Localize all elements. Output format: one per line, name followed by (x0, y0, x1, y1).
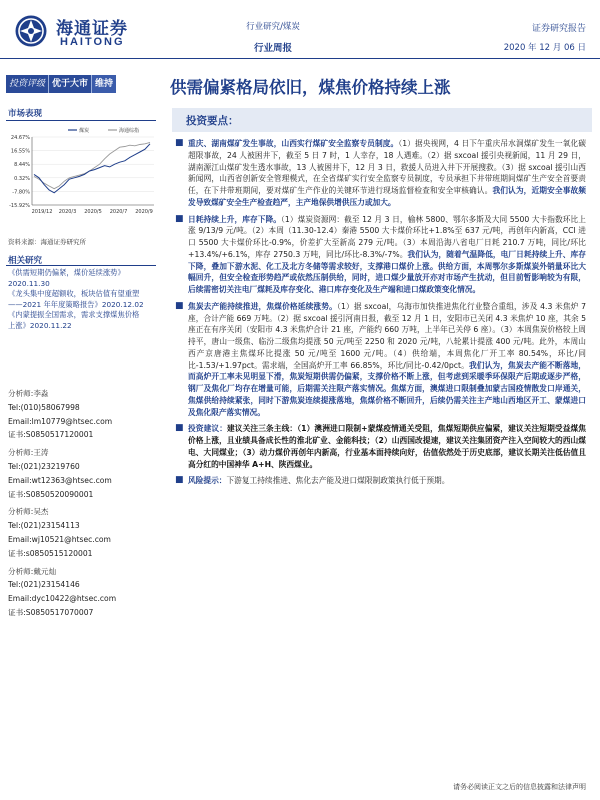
bullet-icon: ■ (175, 138, 184, 148)
report-category: 行业研究/煤炭 (246, 22, 300, 32)
key-point-power-coal (174, 214, 586, 296)
key-point-conclusion: 我们认为，焦炭去产能不断落地，而高炉开工率未见明显下滑，焦炭短期供需仍偏紧，支撑价格不断上涨，但考虑到采暖季环保限产后期或逐步严格，钢厂及焦化厂均存在增量可能，后期需关注限产落实情况。焦煤方面，澳煤进口限制叠加蒙古国疫情散发口岸通关，焦煤供给持续紧张，同时下游焦炭连续提涨落地，焦煤价格不断回升，后续仍需关注主产地山西地区开工、蒙煤进口及焦化限产落实情况。 (188, 360, 586, 417)
market-heading-divider (6, 120, 156, 121)
analyst-card (8, 446, 156, 501)
key-point-body: （1）据央视网，4 日下午重庆吊水洞煤矿发生一氧化碳超限事故，24 人被困井下，截至 5 日 7 时，1 人幸存，18 人遇难。（2）据 sxcoal 援引央视新闻，11 月 29 日，湖南源江山煤矿发生透水事故，13 人被困井下，12 月 3 日，救援人员进入井下开展搜救。（3）据 sxcoal 援引山西新闻网，山西省创新安全管理模式，在全省煤矿实行安全监察专员制度，专员承担下井带班期间煤矿生产安全首要责任，在下井带班期间，要对煤矿生产作业的关键环节进行现场监督检查和安全审核确认。 (188, 139, 586, 195)
report-type: 行业周报 (253, 43, 292, 54)
rating-label: 投资评级 (6, 75, 49, 93)
key-points-header (172, 108, 592, 132)
analyst-phone: Tel:(010)58067998 (8, 402, 80, 412)
key-point-lead: 焦炭去产能持续推进，焦煤价格延续涨势。 (188, 301, 337, 311)
market-performance-heading: 市场表现 (8, 109, 43, 119)
header-divider (0, 58, 600, 59)
bullet-icon: ■ (175, 423, 184, 434)
key-point-risk (174, 475, 586, 487)
chart-x-tick-label: 2020/7 (109, 209, 128, 215)
chart-x-tick-label: 2020/3 (58, 209, 77, 215)
analyst-email[interactable]: Email:wt12363@htsec.com (8, 475, 112, 485)
chart-x-tick-label: 2019/12 (31, 209, 53, 215)
chart-y-tick-label: 0.32% (14, 175, 30, 182)
related-heading-divider (6, 265, 156, 266)
related-item[interactable]: 《龙头集中度超额收，板块估值有望重塑 (8, 289, 140, 299)
chart-y-tick-label: 8.44% (14, 162, 30, 169)
key-point-lead: 日耗持续上升，库存下降。 (188, 214, 282, 224)
haitong-logo (14, 12, 164, 52)
related-item: 2020.11.30 (8, 278, 50, 288)
key-point-lead: 风险提示： (188, 476, 227, 486)
rating-value: 优于大市 (49, 75, 92, 93)
key-point-coke (174, 301, 586, 419)
related-item: ——2021 年年度策略报告》2020.12.02 (8, 299, 144, 309)
analyst-cert: 证书:S0850517120001 (8, 430, 94, 440)
bullet-icon: ■ (175, 475, 184, 486)
bullet-icon: ■ (175, 213, 184, 224)
key-point-investment-advice (174, 423, 586, 470)
analyst-cert: 证书:s0850515120001 (8, 548, 93, 558)
chart-x-tick-label: 2020/5 (84, 209, 102, 215)
analyst-phone: Tel:(021)23154113 (8, 521, 80, 531)
market-performance-chart (6, 125, 158, 223)
analyst-card (8, 387, 156, 442)
key-point-conclusion: 我们认为，近期安全事故频发导致煤矿安全生产检查趋严，主产地保供增供压力或加大。 (188, 186, 586, 207)
related-item[interactable]: 《供需短期仍偏紧，煤价延续涨势》 (8, 268, 125, 277)
chart-y-tick-label: -15.92% (9, 203, 30, 209)
chart-series-line (34, 144, 150, 193)
investment-rating-bar (6, 75, 116, 93)
analyst-name: 分析师:戴元灿 (8, 566, 57, 576)
analyst-email[interactable]: Email:wj10521@htsec.com (8, 534, 111, 544)
related-research-heading: 相关研究 (8, 256, 43, 266)
key-point-conclusion: 我们认为，随着气温降低，电厂日耗持续上升、库存下降，叠加下游水泥、化工及北方冬储等需求较好，支撑港口煤价上涨。供给方面，本周鄂尔多斯煤炭外销量环比大幅回升，但安全检查形势趋严或依然压制供给，同时，进口煤少量放开亦对市场产生扰动，但目前暂影响较为有限，后续需密切关注电厂煤耗及库存变化、港口库存变化及生产端和进口煤政策变化情况。 (188, 249, 586, 294)
analyst-phone: Tel:(021)23154146 (8, 580, 80, 590)
chart-y-tick-label: 24.67% (10, 135, 30, 141)
analyst-card (8, 505, 156, 560)
key-point-lead: 重庆、湖南煤矿发生事故，山西实行煤矿安全监察专员制度。 (188, 139, 399, 148)
key-point-conclusion: 淮北矿业、金能科技；（2）山西国改提速，建议关注集团资产注入空间较大的西山煤电、大同煤业；（3）动力煤价再创年内新高，行业基本面持续向好，估值依然处于历史底部，建议长期关注低估值且高分红的中国神华 A+H、陕西煤业。 (188, 436, 586, 469)
bullet-icon: ■ (175, 300, 184, 311)
analyst-name: 分析师:王涛 (8, 448, 49, 458)
chart-legend-label: 煤炭 (79, 128, 90, 134)
report-date: 2020 年 12 月 06 日 (503, 43, 586, 53)
analyst-cert: 证书:S0850517070007 (8, 607, 94, 617)
key-point-lead: 投资建议： (188, 424, 227, 434)
haitong-emblem-icon (14, 14, 48, 48)
key-point-coal-safety (174, 138, 586, 209)
legal-disclaimer: 请务必阅读正文之后的信息披露和法律声明 (453, 783, 586, 791)
logo-chinese-name: 海通证券 (56, 19, 128, 39)
analyst-email[interactable]: Email:lm10779@htsec.com (8, 416, 113, 426)
report-title: 供需偏紧格局依旧，煤焦价格持续上涨 (170, 78, 451, 97)
related-item[interactable]: 《内蒙提振全国需求，需求支撑煤焦价格 (8, 310, 140, 320)
key-point-body: （1）煤炭资源网：截至 12 月 3 日，榆林 5800、鄂尔多斯及大同 5500 大卡指数环比上涨 9/13/9 元/吨。（2）本周（11.30-12.4）秦港 5500 大卡煤价环比+1.8%至 637 元/吨，再创年内新高，CCI 进口 5500 大卡煤价环比-0.9%，价差扩大至新高 279 元/吨。（3）本周沿海八省电厂日耗 210.7 万吨，同比/环比+13.4%/+6.1%，库存 2750.3 万吨，同比/环比-8.3%/-7%。 (188, 214, 586, 259)
key-point-body: （1）据 sxcoal，乌海市加快推进焦化行业整合重组，涉及 4.3 米焦炉 7 座，合计产能 669 万吨。（2）据 sxcoal 援引河南日报，截至 12 月 1 日，安阳市已关闭 4.3 米焦炉 10 座，其余 5 座正在有序关闭（安阳市 4.3 米焦炉合计 21 座，产能约 660 万吨，上半年已关停 6 座）。（3）本周焦炭价格较上周持平，唐山一级焦、临汾二级焦均提涨 50 元/吨至 2250 和 2020 元/吨，八轮累计提涨 400 元/吨。此外，本周山西产京唐港主焦煤环比提涨 50 元/吨至 1600 元/吨。（4）供给端，本周焦化厂开工率 80.54%，环比/同比-1.53/+1.97pct。需求端，全国高炉开工率 66.85%，环比/同比-0.42/0pct。 (188, 301, 586, 370)
chart-source: 资料来源：海通证券研究所 (8, 238, 86, 246)
key-point-body: 建议关注三条主线：（1）澳洲进口限制+蒙煤疫情通关受阻，焦煤短期供应偏紧，建议关注短期受益煤焦价格上涨，且业绩具备成长性的 (188, 424, 586, 445)
analyst-card (8, 565, 156, 620)
chart-x-tick-label: 2020/9 (135, 209, 153, 215)
chart-y-tick-label: 16.55% (10, 148, 30, 155)
analyst-cert: 证书:S0850520090001 (8, 489, 94, 499)
related-research-list (8, 268, 156, 332)
chart-legend-label: 海通综指 (119, 128, 140, 134)
analyst-name: 分析师:吴杰 (8, 507, 49, 517)
chart-y-tick-label: -7.80% (12, 189, 30, 196)
rating-status: 维持 (92, 75, 116, 93)
key-points-list (174, 138, 586, 492)
analyst-list (8, 387, 156, 624)
analyst-name: 分析师:李淼 (8, 389, 49, 398)
chart-series-line (34, 142, 150, 188)
report-label: 证券研究报告 (531, 24, 586, 34)
analyst-phone: Tel:(021)23219760 (8, 461, 80, 471)
logo-english-name: HAITONG (60, 36, 125, 48)
key-point-body: 下游复工持续推进、焦化去产能及进口煤限制政策执行低于预期。 (226, 476, 450, 486)
analyst-email[interactable]: Email:dyc10422@htsec.com (8, 594, 117, 604)
key-points-heading: 投资要点： (186, 115, 239, 127)
related-item: 上涨》2020.11.22 (8, 320, 72, 330)
